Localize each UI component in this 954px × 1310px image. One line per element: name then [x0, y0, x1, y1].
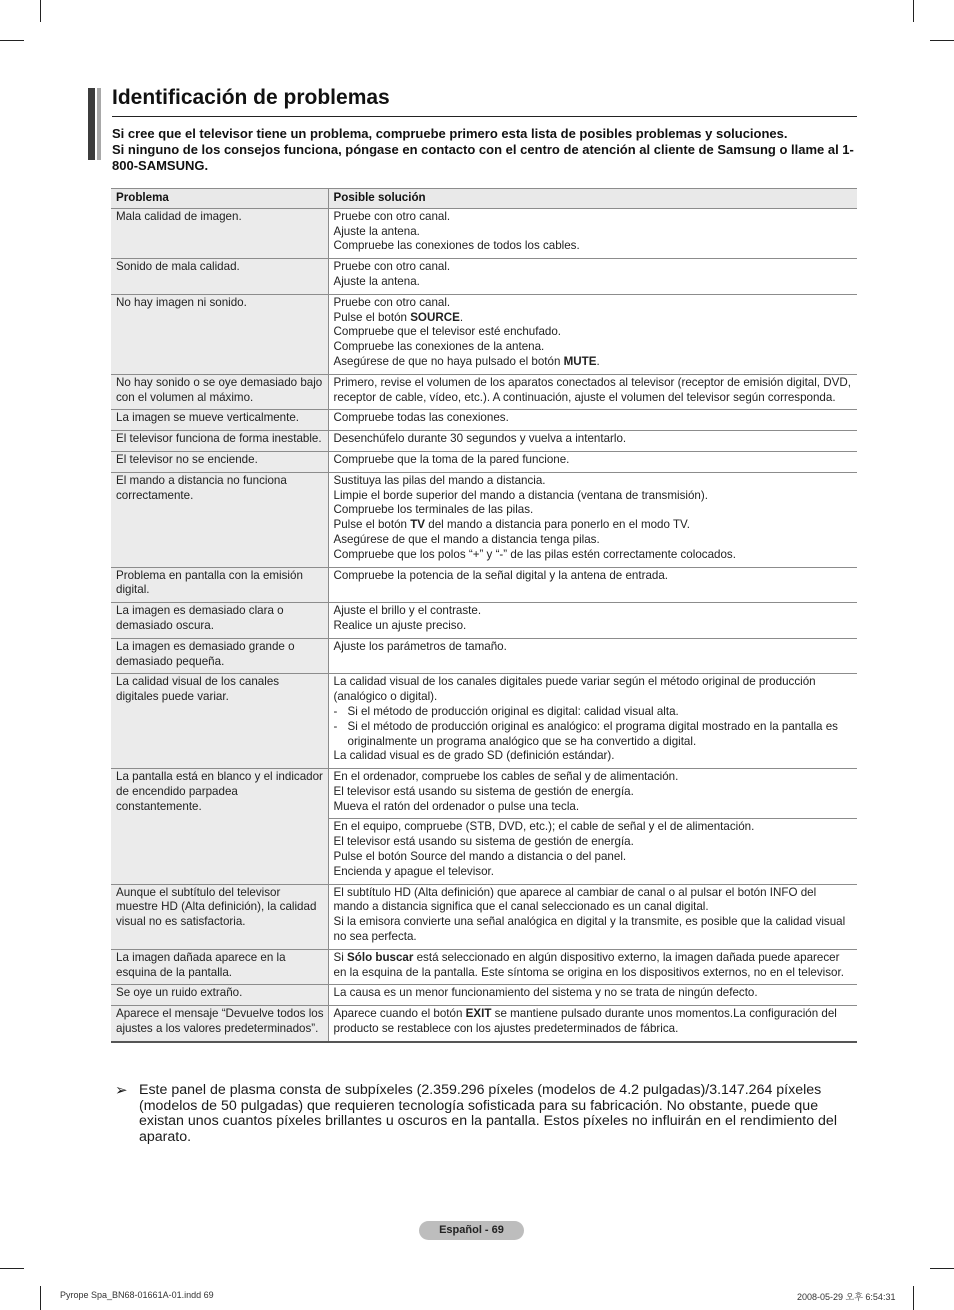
solution-line: Mueva el ratón del ordenador o pulse una tecla.	[333, 799, 580, 813]
crop-mark	[40, 1286, 41, 1310]
solution-line: Ajuste los parámetros de tamaño.	[333, 639, 507, 653]
table-row	[111, 259, 857, 295]
table-row	[111, 567, 857, 603]
table-row	[111, 985, 857, 1006]
column-header-problem: Problema	[111, 189, 328, 209]
solution-line: Encienda y apague el televisor.	[333, 864, 494, 878]
plasma-note	[115, 1083, 860, 1145]
table-row	[111, 638, 857, 674]
solution-line: Primero, revise el volumen de los aparatos conectados al televisor (receptor de emisión digital, DVD, receptor de cable, vídeo, etc.). A continuación, ajuste el volumen del televisor según corresponda.	[333, 375, 851, 404]
solution-line: Compruebe que los polos “+” y “-” de las pilas estén correctamente colocados.	[333, 547, 736, 561]
problem-cell: La imagen es demasiado clara o demasiado oscura.	[111, 603, 328, 639]
problem-cell: La imagen es demasiado grande o demasiado pequeña.	[111, 638, 328, 674]
solution-cell	[328, 259, 857, 295]
problem-cell: No hay sonido o se oye demasiado bajo con el volumen al máximo.	[111, 374, 328, 410]
footer-file-info: Pyrope Spa_BN68-01661A-01.indd 69	[60, 1290, 214, 1300]
table-row	[111, 1006, 857, 1042]
problem-cell: No hay imagen ni sonido.	[111, 294, 328, 374]
table-row	[111, 674, 857, 769]
solution-cell	[328, 374, 857, 410]
solution-line: Ajuste el brillo y el contraste.	[333, 604, 482, 618]
solution-cell	[328, 819, 857, 884]
problem-cell: La imagen se mueve verticalmente.	[111, 410, 328, 431]
solution-line: Realice un ajuste preciso.	[333, 618, 467, 632]
crop-mark	[930, 40, 954, 41]
solution-line: En el equipo, compruebe (STB, DVD, etc.); el cable de señal y el de alimentación.	[333, 820, 755, 834]
solution-line: La calidad visual es de grado SD (definición estándar).	[333, 749, 615, 763]
crop-mark	[913, 0, 914, 22]
solution-line: Compruebe que el televisor esté enchufado.	[333, 325, 562, 339]
table-row	[111, 294, 857, 374]
solution-cell	[328, 985, 857, 1006]
title-divider	[112, 116, 857, 117]
solution-line: Compruebe la potencia de la señal digital y la antena de entrada.	[333, 568, 669, 582]
solution-line: El televisor está usando su sistema de gestión de energía.	[333, 835, 634, 849]
solution-line: Compruebe todas las conexiones.	[333, 411, 509, 425]
intro-line: Si cree que el televisor tiene un problema, compruebe primero esta lista de posibles problemas y soluciones.	[112, 126, 788, 141]
troubleshooting-table	[111, 188, 857, 1043]
problem-cell: Sonido de mala calidad.	[111, 259, 328, 295]
table-row	[111, 374, 857, 410]
solution-line: Asegúrese de que no haya pulsado el botón MUTE.	[333, 354, 600, 368]
solution-cell	[328, 451, 857, 472]
solution-line: Compruebe que la toma de la pared funcione.	[333, 452, 570, 466]
solution-line: Pulse el botón SOURCE.	[333, 310, 464, 324]
solution-line: La causa es un menor funcionamiento del sistema y no se trata de ningún defecto.	[333, 986, 758, 1000]
solution-line: Pruebe con otro canal.	[333, 209, 451, 223]
solution-cell	[328, 603, 857, 639]
solution-line: Ajuste la antena.	[333, 274, 420, 288]
problem-cell: El mando a distancia no funciona correctamente.	[111, 472, 328, 567]
problem-cell: La pantalla está en blanco y el indicador de encendido parpadea constantemente.	[111, 769, 328, 885]
solution-cell	[328, 410, 857, 431]
problem-cell: Problema en pantalla con la emisión digital.	[111, 567, 328, 603]
section-accent-bar-light	[97, 88, 101, 160]
table-row	[111, 431, 857, 452]
solution-bullet: - Si el método de producción original es analógico: el programa digital mostrado en la pantalla es originalmente un programa analógico que se ha convertido a digital.	[333, 719, 838, 748]
solution-cell	[328, 431, 857, 452]
solution-line: El subtítulo HD (Alta definición) que aparece al cambiar de canal o al pulsar el botón INFO del mando a distancia significa que el canal seleccionado es un canal digital.	[333, 885, 817, 914]
intro-line: Si ninguno de los consejos funciona, póngase en contacto con el centro de atención al cliente de Samsung o llame al 1-800-SAMSUNG.	[112, 142, 854, 173]
problem-cell: El televisor no se enciende.	[111, 451, 328, 472]
problem-cell: Se oye un ruido extraño.	[111, 985, 328, 1006]
solution-line: Compruebe los terminales de las pilas.	[333, 503, 534, 517]
problem-cell: La imagen dañada aparece en la esquina de la pantalla.	[111, 949, 328, 985]
problem-cell: Mala calidad de imagen.	[111, 208, 328, 258]
solution-line: Limpie el borde superior del mando a distancia (ventana de transmisión).	[333, 488, 708, 502]
solution-bullet: - Si el método de producción original es digital: calidad visual alta.	[333, 704, 679, 718]
intro-text	[112, 126, 857, 174]
solution-line: Pulse el botón Source del mando a distancia o del panel.	[333, 850, 627, 864]
solution-cell	[328, 208, 857, 258]
note-text: Este panel de plasma consta de subpíxeles (2.359.296 píxeles (modelos de 4.2 pulgadas)/3.147.264 píxeles (modelos de 50 pulgadas) que requieren tecnología sofisticada para su fabricación. No obstante, puede que existan unos cuantos píxeles brillantes u oscuros en la pantalla. Estos píxeles no influirán en el rendimiento del aparato.	[139, 1082, 837, 1145]
crop-mark	[0, 40, 24, 41]
solution-line: Pulse el botón TV del mando a distancia para ponerlo en el modo TV.	[333, 518, 690, 532]
solution-cell	[328, 567, 857, 603]
footer-timestamp: 2008-05-29 오후 6:54:31	[797, 1292, 896, 1302]
solution-line: Desenchúfelo durante 30 segundos y vuelva a intentarlo.	[333, 432, 627, 446]
crop-mark	[40, 0, 41, 22]
solution-line: Aparece cuando el botón EXIT se mantiene pulsado durante unos momentos.La configuración del producto se restablece con los ajustes predeterminados de fábrica.	[333, 1007, 837, 1036]
solution-cell	[328, 884, 857, 949]
column-header-solution: Posible solución	[328, 189, 857, 209]
page-number-badge: Español - 69	[419, 1221, 524, 1240]
solution-cell	[328, 674, 857, 769]
solution-cell	[328, 472, 857, 567]
solution-line: Si Sólo buscar está seleccionado en algún dispositivo externo, la imagen dañada puede aparecer en la esquina de la pantalla. Este síntoma se origina en los dispositivos externos, no en el televisor.	[333, 950, 844, 979]
table-row	[111, 208, 857, 258]
table-row	[111, 472, 857, 567]
solution-line: El televisor está usando su sistema de gestión de energía.	[333, 784, 634, 798]
section-accent-bar	[88, 88, 95, 160]
solution-cell	[328, 1006, 857, 1042]
solution-cell	[328, 949, 857, 985]
problem-cell: La calidad visual de los canales digitales puede variar.	[111, 674, 328, 769]
table-row	[111, 603, 857, 639]
problem-cell: El televisor funciona de forma inestable.	[111, 431, 328, 452]
solution-line: Ajuste la antena.	[333, 224, 420, 238]
table-header-row	[111, 189, 857, 209]
table-row	[111, 949, 857, 985]
solution-line: Asegúrese de que el mando a distancia tenga pilas.	[333, 532, 600, 546]
solution-line: La calidad visual de los canales digitales puede variar según el método original de producción (analógico o digital).	[333, 675, 816, 704]
table-row	[111, 769, 857, 819]
solution-line: En el ordenador, compruebe los cables de señal y de alimentación.	[333, 770, 679, 784]
solution-line: Compruebe las conexiones de la antena.	[333, 340, 545, 354]
note-arrow-icon: ➢	[115, 1082, 128, 1099]
table-row	[111, 410, 857, 431]
solution-cell	[328, 769, 857, 819]
problem-cell: Aunque el subtítulo del televisor muestre HD (Alta definición), la calidad visual no es satisfactoria.	[111, 884, 328, 949]
page-title: Identificación de problemas	[112, 86, 390, 109]
table-row	[111, 884, 857, 949]
solution-cell	[328, 294, 857, 374]
crop-mark	[913, 1286, 914, 1310]
solution-line: Si la emisora convierte una señal analógica en digital y la transmite, es posible que la calidad visual no sea perfecta.	[333, 915, 846, 944]
table-row	[111, 451, 857, 472]
solution-line: Sustituya las pilas del mando a distancia.	[333, 473, 546, 487]
crop-mark	[930, 1268, 954, 1269]
solution-line: Compruebe las conexiones de todos los cables.	[333, 239, 580, 253]
problem-cell: Aparece el mensaje “Devuelve todos los ajustes a los valores predeterminados”.	[111, 1006, 328, 1042]
solution-line: Pruebe con otro canal.	[333, 295, 451, 309]
solution-line: Pruebe con otro canal.	[333, 260, 451, 274]
crop-mark	[0, 1268, 24, 1269]
solution-cell	[328, 638, 857, 674]
